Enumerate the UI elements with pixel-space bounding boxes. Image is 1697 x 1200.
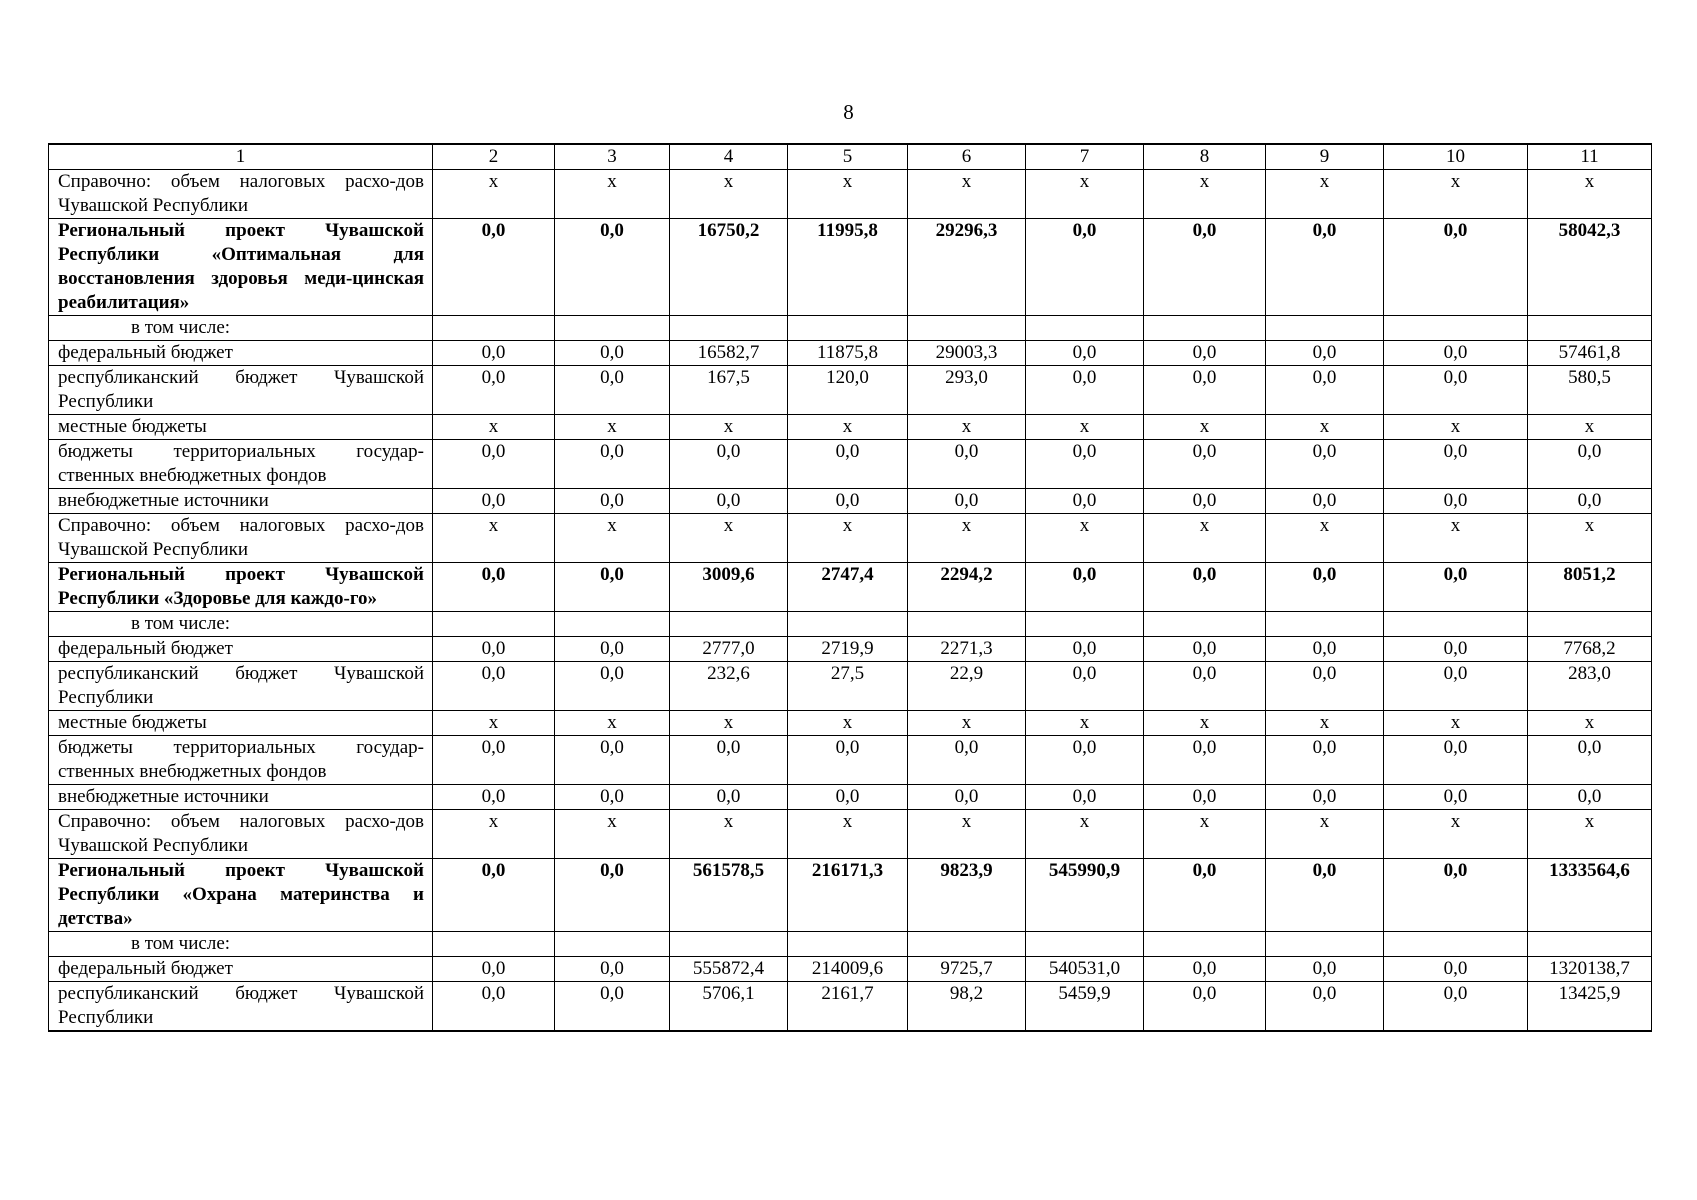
value-cell: 0,0 [555,957,670,982]
value-cell: x [670,170,788,219]
row-label: внебюджетные источники [49,785,433,810]
value-cell [1528,932,1652,957]
value-cell: 0,0 [1026,563,1144,612]
value-cell: x [555,514,670,563]
subheading-row [49,316,1652,341]
value-cell: 0,0 [1266,219,1384,316]
value-cell: 0,0 [555,662,670,711]
value-cell: 0,0 [1384,219,1528,316]
value-cell: 0,0 [1026,785,1144,810]
value-cell: x [1266,711,1384,736]
value-cell: 7768,2 [1528,637,1652,662]
value-cell: 0,0 [1026,736,1144,785]
table-row [49,440,1652,489]
value-cell: x [1528,415,1652,440]
value-cell [908,932,1026,957]
value-cell: x [1528,810,1652,859]
value-cell: 0,0 [433,366,555,415]
table-row [49,711,1652,736]
value-cell: 0,0 [1266,982,1384,1032]
row-label: республиканский бюджет Чувашской Республики [49,982,433,1032]
value-cell: 0,0 [1144,489,1266,514]
value-cell: x [1266,514,1384,563]
value-cell: 0,0 [788,785,908,810]
value-cell: 0,0 [555,637,670,662]
row-label: Справочно: объем налоговых расхо-дов Чувашской Республики [49,810,433,859]
value-cell: 0,0 [1144,563,1266,612]
value-cell: 0,0 [555,219,670,316]
value-cell [433,316,555,341]
value-cell: x [1266,170,1384,219]
value-cell: 2294,2 [908,563,1026,612]
project-row [49,563,1652,612]
value-cell: x [555,711,670,736]
value-cell: 0,0 [1266,662,1384,711]
value-cell: 0,0 [1384,859,1528,932]
value-cell: 1320138,7 [1528,957,1652,982]
value-cell: 5706,1 [670,982,788,1032]
value-cell: 0,0 [1266,489,1384,514]
value-cell: 0,0 [1144,957,1266,982]
value-cell [555,612,670,637]
value-cell: x [908,711,1026,736]
value-cell: 0,0 [1144,366,1266,415]
value-cell: 13425,9 [1528,982,1652,1032]
value-cell: 0,0 [555,366,670,415]
row-label: федеральный бюджет [49,957,433,982]
value-cell: 0,0 [433,982,555,1032]
value-cell [1144,316,1266,341]
value-cell: 0,0 [1144,785,1266,810]
column-number-cell: 2 [433,144,555,170]
value-cell: 0,0 [433,219,555,316]
value-cell [1144,612,1266,637]
value-cell: 0,0 [433,563,555,612]
value-cell: x [1384,810,1528,859]
table-row [49,662,1652,711]
value-cell [670,932,788,957]
value-cell: 0,0 [670,785,788,810]
column-number-cell: 10 [1384,144,1528,170]
value-cell: 0,0 [555,736,670,785]
column-number-cell: 7 [1026,144,1144,170]
value-cell: 0,0 [433,859,555,932]
value-cell: x [1384,415,1528,440]
row-label: республиканский бюджет Чувашской Республики [49,662,433,711]
value-cell: 0,0 [670,440,788,489]
value-cell: x [908,810,1026,859]
table-row [49,415,1652,440]
row-label: Региональный проект Чувашской Республики «Оптимальная для восстановления здоровья меди-цинская реабилитация» [49,219,433,316]
value-cell: 0,0 [1266,366,1384,415]
subheading-row [49,612,1652,637]
value-cell: 0,0 [1144,219,1266,316]
value-cell: 0,0 [1144,736,1266,785]
value-cell: 283,0 [1528,662,1652,711]
value-cell: x [1144,170,1266,219]
value-cell: x [670,810,788,859]
value-cell: 0,0 [1144,440,1266,489]
value-cell: x [788,810,908,859]
value-cell: 0,0 [433,662,555,711]
value-cell: 0,0 [1026,219,1144,316]
table-row [49,982,1652,1032]
value-cell [555,316,670,341]
value-cell: 0,0 [788,489,908,514]
value-cell [1026,316,1144,341]
value-cell: 0,0 [1266,957,1384,982]
value-cell: 0,0 [555,563,670,612]
value-cell: 0,0 [788,440,908,489]
value-cell: 0,0 [788,736,908,785]
table-row [49,366,1652,415]
value-cell: 0,0 [1384,637,1528,662]
value-cell: 0,0 [433,440,555,489]
value-cell: 29296,3 [908,219,1026,316]
value-cell: 2271,3 [908,637,1026,662]
table-row [49,810,1652,859]
value-cell: 0,0 [1266,563,1384,612]
value-cell: x [1144,514,1266,563]
row-label: Региональный проект Чувашской Республики «Здоровье для каждо-го» [49,563,433,612]
value-cell: 0,0 [555,859,670,932]
value-cell: 0,0 [1026,341,1144,366]
value-cell [1384,932,1528,957]
value-cell [555,932,670,957]
value-cell: x [670,711,788,736]
value-cell: x [1026,810,1144,859]
row-label: местные бюджеты [49,711,433,736]
column-number-cell: 8 [1144,144,1266,170]
row-label: Справочно: объем налоговых расхо-дов Чувашской Республики [49,514,433,563]
value-cell: 0,0 [908,489,1026,514]
value-cell: 22,9 [908,662,1026,711]
value-cell: 0,0 [1384,957,1528,982]
table-row [49,736,1652,785]
table-row [49,957,1652,982]
value-cell: x [908,170,1026,219]
value-cell: 1333564,6 [1528,859,1652,932]
value-cell: 0,0 [433,637,555,662]
value-cell: 293,0 [908,366,1026,415]
value-cell: 0,0 [1384,662,1528,711]
value-cell [908,316,1026,341]
value-cell: 2747,4 [788,563,908,612]
value-cell: 167,5 [670,366,788,415]
value-cell [1144,932,1266,957]
value-cell: 0,0 [433,736,555,785]
row-label: федеральный бюджет [49,637,433,662]
value-cell [788,932,908,957]
value-cell: 0,0 [1384,341,1528,366]
value-cell [670,316,788,341]
value-cell: 0,0 [1144,859,1266,932]
table-row [49,170,1652,219]
value-cell: 0,0 [1144,637,1266,662]
budget-table [48,143,1652,1032]
value-cell: x [1384,711,1528,736]
value-cell: 0,0 [1384,785,1528,810]
value-cell: 9725,7 [908,957,1026,982]
value-cell: x [555,810,670,859]
row-label: в том числе: [49,612,433,637]
row-label: в том числе: [49,932,433,957]
value-cell: x [1528,514,1652,563]
value-cell: 0,0 [1528,489,1652,514]
row-label: бюджеты территориальных государ-ственных внебюджетных фондов [49,736,433,785]
value-cell: 57461,8 [1528,341,1652,366]
value-cell: 0,0 [1026,440,1144,489]
value-cell: 0,0 [1266,859,1384,932]
row-label: Справочно: объем налоговых расхо-дов Чувашской Республики [49,170,433,219]
column-number-cell: 3 [555,144,670,170]
value-cell: x [1026,514,1144,563]
value-cell: 0,0 [1026,489,1144,514]
value-cell [1384,316,1528,341]
value-cell [1026,612,1144,637]
value-cell: 0,0 [1384,982,1528,1032]
value-cell: 0,0 [1026,366,1144,415]
table-row [49,637,1652,662]
value-cell: x [555,170,670,219]
value-cell [1528,316,1652,341]
value-cell [788,316,908,341]
value-cell: 0,0 [1144,341,1266,366]
value-cell: 580,5 [1528,366,1652,415]
value-cell: 0,0 [433,341,555,366]
value-cell [1266,612,1384,637]
page-number: 8 [843,100,854,124]
value-cell: 216171,3 [788,859,908,932]
value-cell: x [788,415,908,440]
value-cell: x [433,514,555,563]
value-cell: 0,0 [1528,736,1652,785]
value-cell: x [670,514,788,563]
value-cell: 0,0 [670,489,788,514]
value-cell: x [1144,711,1266,736]
value-cell [670,612,788,637]
value-cell: x [788,170,908,219]
row-label: Региональный проект Чувашской Республики «Охрана материнства и детства» [49,859,433,932]
value-cell: 11995,8 [788,219,908,316]
value-cell: 0,0 [670,736,788,785]
value-cell: 0,0 [433,957,555,982]
value-cell: x [1026,711,1144,736]
row-label: бюджеты территориальных государ-ственных внебюджетных фондов [49,440,433,489]
project-row [49,219,1652,316]
value-cell [1266,316,1384,341]
value-cell: 120,0 [788,366,908,415]
value-cell: 214009,6 [788,957,908,982]
value-cell: 0,0 [1528,440,1652,489]
table-row [49,785,1652,810]
value-cell: 0,0 [555,982,670,1032]
value-cell: 98,2 [908,982,1026,1032]
value-cell: 11875,8 [788,341,908,366]
value-cell: 0,0 [1266,341,1384,366]
value-cell: 0,0 [1384,366,1528,415]
value-cell: 0,0 [1384,440,1528,489]
subheading-row [49,932,1652,957]
value-cell [1384,612,1528,637]
value-cell: x [788,711,908,736]
value-cell: 0,0 [1384,563,1528,612]
value-cell: x [670,415,788,440]
value-cell [433,612,555,637]
value-cell: 0,0 [1026,662,1144,711]
value-cell: 2161,7 [788,982,908,1032]
value-cell: 0,0 [555,785,670,810]
row-label: федеральный бюджет [49,341,433,366]
value-cell: x [908,514,1026,563]
table-row [49,489,1652,514]
value-cell [788,612,908,637]
value-cell: x [1026,170,1144,219]
value-cell: x [908,415,1026,440]
column-number-cell: 5 [788,144,908,170]
value-cell: 2777,0 [670,637,788,662]
value-cell [1528,612,1652,637]
value-cell: 0,0 [1384,489,1528,514]
row-label: внебюджетные источники [49,489,433,514]
value-cell: 5459,9 [1026,982,1144,1032]
value-cell: 8051,2 [1528,563,1652,612]
value-cell: x [1384,170,1528,219]
value-cell: 29003,3 [908,341,1026,366]
value-cell: 27,5 [788,662,908,711]
table-row [49,341,1652,366]
row-label: в том числе: [49,316,433,341]
value-cell: x [555,415,670,440]
value-cell: x [1528,711,1652,736]
table-row [49,514,1652,563]
project-row [49,859,1652,932]
value-cell: x [1384,514,1528,563]
value-cell [908,612,1026,637]
row-label: республиканский бюджет Чувашской Республики [49,366,433,415]
value-cell: 0,0 [1026,637,1144,662]
value-cell: 0,0 [555,440,670,489]
column-number-cell: 1 [49,144,433,170]
column-number-cell: 9 [1266,144,1384,170]
value-cell: 545990,9 [1026,859,1144,932]
column-number-cell: 11 [1528,144,1652,170]
value-cell: 16582,7 [670,341,788,366]
value-cell: x [1144,415,1266,440]
value-cell: 0,0 [1266,736,1384,785]
value-cell: 0,0 [1266,637,1384,662]
value-cell [1026,932,1144,957]
value-cell: 0,0 [1528,785,1652,810]
value-cell: 16750,2 [670,219,788,316]
value-cell: x [1144,810,1266,859]
value-cell: x [433,711,555,736]
value-cell: 0,0 [1384,736,1528,785]
value-cell: 2719,9 [788,637,908,662]
column-number-cell: 6 [908,144,1026,170]
value-cell [433,932,555,957]
value-cell: x [1528,170,1652,219]
value-cell: 0,0 [433,489,555,514]
budget-table-body [49,144,1652,1031]
value-cell: x [433,810,555,859]
value-cell: 540531,0 [1026,957,1144,982]
value-cell: 58042,3 [1528,219,1652,316]
value-cell: x [1266,810,1384,859]
value-cell: 0,0 [908,785,1026,810]
value-cell: 232,6 [670,662,788,711]
value-cell: 0,0 [908,736,1026,785]
value-cell: 3009,6 [670,563,788,612]
value-cell: 0,0 [1266,785,1384,810]
value-cell: 555872,4 [670,957,788,982]
value-cell: 561578,5 [670,859,788,932]
value-cell: x [433,415,555,440]
value-cell: 9823,9 [908,859,1026,932]
value-cell: x [1266,415,1384,440]
value-cell: x [433,170,555,219]
value-cell: 0,0 [1266,440,1384,489]
value-cell: x [1026,415,1144,440]
value-cell [1266,932,1384,957]
value-cell: 0,0 [1144,662,1266,711]
value-cell: 0,0 [555,341,670,366]
value-cell: x [788,514,908,563]
value-cell: 0,0 [908,440,1026,489]
column-number-row [49,144,1652,170]
value-cell: 0,0 [1144,982,1266,1032]
value-cell: 0,0 [433,785,555,810]
value-cell: 0,0 [555,489,670,514]
row-label: местные бюджеты [49,415,433,440]
column-number-cell: 4 [670,144,788,170]
